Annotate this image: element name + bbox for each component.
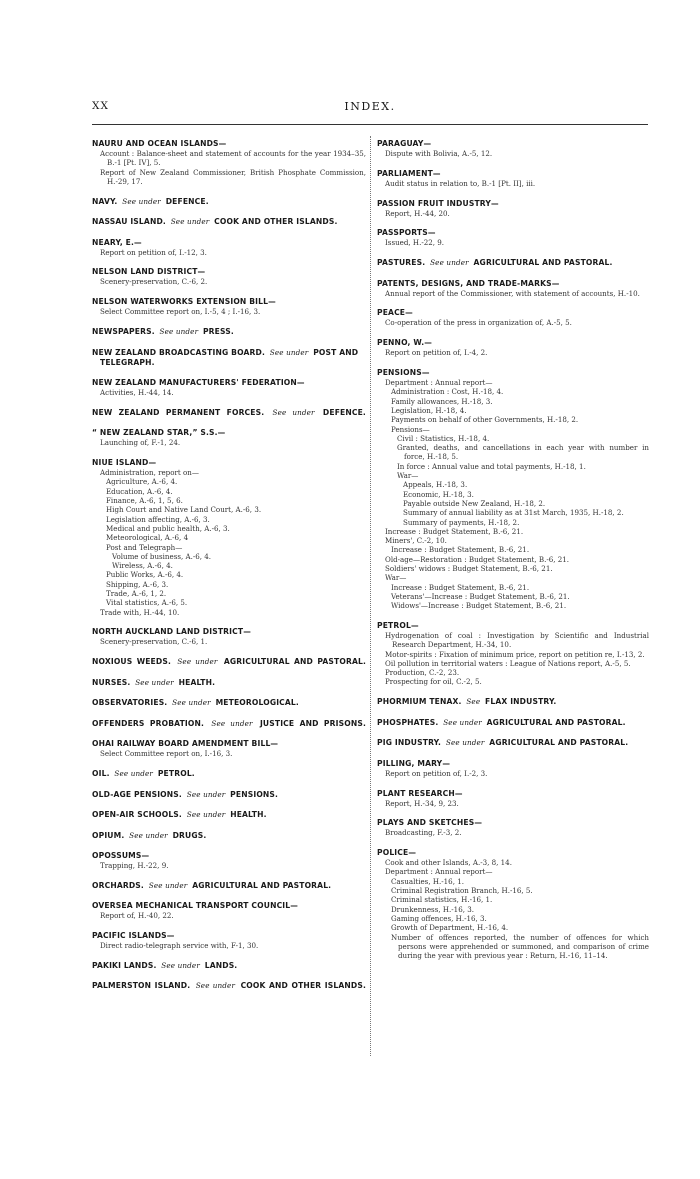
heading-text: NOXIOUS WEEDS. [92, 657, 172, 667]
heading-text: PIG INDUSTRY. [377, 738, 442, 748]
entry-heading [377, 169, 649, 179]
entry-subline: Payments on behalf of other Governments, H.-18, 2. [391, 415, 579, 425]
cross-reference-target: AGRICULTURAL AND PASTORAL. [486, 717, 626, 727]
heading-text: NEARY, E.— [92, 237, 142, 247]
entry-heading [92, 881, 366, 891]
entry-heading [377, 368, 649, 378]
index-entry [377, 199, 649, 218]
entry-subline: Education, A.-6, 4. [106, 486, 173, 496]
left-column [92, 139, 366, 1002]
page-header [92, 100, 648, 118]
entry-subline: Gaming offences, H.-16, 3. [391, 913, 487, 923]
entry-heading [92, 719, 366, 729]
heading-text: NAURU AND OCEAN ISLANDS— [92, 139, 227, 148]
entry-heading [92, 139, 366, 149]
entry-heading [377, 718, 649, 728]
entry-subline: Administration : Cost, H.-18, 4. [391, 387, 504, 397]
entry-heading [92, 961, 366, 971]
entry-heading [92, 458, 366, 468]
heading-text: PHOSPHATES. [377, 717, 439, 727]
heading-text: NEW ZEALAND PERMANENT FORCES. [92, 407, 265, 417]
heading-text: PASSION FRUIT INDUSTRY— [377, 198, 499, 208]
entry-heading [377, 738, 649, 748]
heading-text: NASSAU ISLAND. [92, 217, 166, 227]
entry-heading [377, 338, 649, 348]
entry-subline: Report, H.-34, 9, 23. [385, 798, 459, 808]
index-entry [92, 769, 366, 779]
heading-text: PLANT RESEARCH— [377, 788, 463, 798]
entry-subline: Veterans'—Increase : Budget Statement, B.-6, 21. [391, 591, 570, 601]
index-entry [92, 297, 366, 316]
cross-reference-target: AGRICULTURAL AND PASTORAL. [223, 657, 366, 667]
entry-subline: Report on petition of, I.-4, 2. [385, 348, 488, 358]
entry-subline: Report on petition of, I.-2, 3. [385, 768, 488, 778]
heading-text: PASSPORTS— [377, 228, 436, 238]
entry-subline: Scenery-preservation, C.-6, 2. [100, 277, 208, 287]
entry-subline: Scenery-preservation, C.-6, 1. [100, 637, 208, 647]
entry-heading [377, 759, 649, 769]
entry-heading [92, 790, 366, 800]
heading-text: PARLIAMENT— [377, 168, 441, 178]
index-entry [377, 848, 649, 960]
see-reference: See under [443, 717, 482, 727]
see-reference: See under [172, 698, 211, 708]
index-entry [377, 228, 649, 247]
heading-text: NELSON LAND DISTRICT— [92, 267, 206, 277]
cross-reference-target: DRUGS. [172, 830, 207, 840]
heading-text: PENNO, W.— [377, 338, 433, 348]
see-reference: See under [177, 657, 218, 667]
entry-subline: Civil : Statistics, H.-18, 4. [397, 433, 490, 443]
see-reference: See [466, 697, 481, 707]
heading-text: ORCHARDS. [92, 880, 144, 890]
index-entry [92, 678, 366, 688]
index-entry [377, 621, 649, 687]
entry-subline: Hydrogenation of coal : Investigation by Scientific and Industrial Research Department, H.-34, 10. [385, 631, 649, 650]
heading-text: NEW ZEALAND MANUFACTURERS' FEDERATION— [92, 378, 305, 388]
see-reference: See under [430, 258, 469, 268]
entry-heading [92, 657, 366, 667]
entry-subline: Direct radio-telegraph service with, F-1, 30. [100, 941, 259, 951]
entry-heading [92, 217, 366, 227]
cross-reference-target: JUSTICE AND PRISONS. [259, 718, 367, 728]
index-entry [92, 931, 366, 950]
entry-subline: Co-operation of the press in organization of, A.-5, 5. [385, 318, 572, 328]
cross-reference-target: AGRICULTURAL AND PASTORAL. [473, 258, 613, 268]
entry-subline: Post and Telegraph— [106, 542, 183, 552]
entry-subline: Audit status in relation to, B.-1 [Pt. II], iii. [385, 178, 536, 188]
entry-subline: Old-age—Restoration : Budget Statement, B.-6, 21. [385, 554, 570, 564]
heading-text: OBSERVATORIES. [92, 698, 168, 708]
entry-subline: War— [385, 573, 407, 583]
entry-heading [92, 810, 366, 820]
entry-subline: Pensions— [391, 424, 430, 434]
page-title: INDEX. [344, 100, 396, 113]
heading-text: PARAGUAY— [377, 139, 432, 148]
entry-subline: Legislation, H.-18, 4. [391, 405, 467, 415]
index-entry [377, 759, 649, 778]
index-entry [92, 719, 366, 729]
cross-reference-target: COOK AND OTHER ISLANDS. [214, 217, 338, 227]
entry-subline: Increase : Budget Statement, B.-6, 21. [391, 545, 530, 555]
heading-text: OIL. [92, 769, 110, 779]
heading-text: NEW ZEALAND BROADCASTING BOARD. [92, 347, 265, 357]
entry-subline: Summary of annual liability as at 31st March, 1935, H.-18, 2. [403, 508, 624, 518]
entry-subline: Wireless, A.-6, 4. [112, 561, 173, 571]
entry-subline: Number of offences reported, the number of offences for which persons were apprehended or summoned, and comparison of crime during the year with previous year : Return, H.-16, 11–14. [391, 932, 649, 961]
see-reference: See under [122, 196, 161, 206]
entry-heading [92, 981, 366, 991]
entry-subline: Volume of business, A.-6, 4. [112, 551, 212, 561]
entry-heading [377, 818, 649, 828]
cross-reference-target: HEALTH. [178, 677, 216, 687]
entry-subline: Legislation affecting, A.-6, 3. [106, 514, 210, 524]
entry-subline: Select Committee report on, I.-16, 3. [100, 749, 233, 759]
index-entry [377, 258, 649, 268]
index-entry [92, 851, 366, 870]
entry-heading [92, 378, 366, 388]
heading-text: OPOSSUMS— [92, 851, 150, 861]
heading-text: PETROL— [377, 621, 419, 630]
index-entry [92, 901, 366, 920]
see-reference: See under [272, 407, 315, 417]
entry-subline: Production, C.-2, 23. [385, 668, 460, 678]
heading-text: PLAYS AND SKETCHES— [377, 818, 483, 828]
heading-text: POLICE— [377, 848, 417, 858]
index-entry [377, 139, 649, 158]
cross-reference-target: HEALTH. [230, 810, 267, 820]
index-entry [377, 818, 649, 837]
cross-reference-target: COOK AND OTHER ISLANDS. [240, 981, 366, 991]
heading-text: OPEN-AIR SCHOOLS. [92, 810, 182, 820]
entry-subline: Growth of Department, H.-16, 4. [391, 923, 509, 933]
heading-text: NELSON WATERWORKS EXTENSION BILL— [92, 297, 276, 307]
cross-reference-target: AGRICULTURAL AND PASTORAL. [489, 738, 629, 748]
index-entry [92, 698, 366, 708]
entry-subline: Payable outside New Zealand, H.-18, 2. [403, 498, 546, 508]
index-entry [377, 697, 649, 707]
entry-subline: Miners', C.-2, 10. [385, 536, 447, 546]
index-entry [377, 789, 649, 808]
see-reference: See under [129, 830, 168, 840]
entry-heading [92, 698, 366, 708]
entry-heading [377, 228, 649, 238]
cross-reference-target: FLAX INDUSTRY. [485, 697, 557, 707]
entry-subline: Administration, report on— [100, 468, 199, 478]
entry-subline: Summary of payments, H.-18, 2. [403, 517, 520, 527]
entry-subline: Casualties, H.-16, 1. [391, 876, 464, 886]
entry-subline: Family allowances, H.-18, 3. [391, 396, 493, 406]
entry-subline: Trade, A.-6, 1, 2. [106, 589, 167, 599]
cross-reference-target: METEOROLOGICAL. [215, 698, 299, 708]
see-reference: See under [445, 738, 485, 748]
entry-subline: Dispute with Bolivia, A.-5, 12. [385, 149, 493, 158]
entry-heading [92, 901, 366, 911]
see-reference: See under [186, 810, 226, 820]
entry-heading [377, 308, 649, 318]
entry-heading [377, 789, 649, 799]
index-entry [377, 279, 649, 298]
entry-heading [92, 408, 366, 418]
entry-heading [92, 327, 366, 337]
heading-text: NAVY. [92, 196, 118, 206]
index-entry [92, 348, 366, 368]
entry-subline: Granted, deaths, and cancellations in each year with number in force, H.-18, 5. [397, 443, 649, 462]
index-entry [92, 739, 366, 758]
index-entry [92, 627, 366, 646]
entry-heading [377, 279, 649, 289]
index-entry [92, 657, 366, 667]
see-reference: See under [211, 718, 253, 728]
entry-heading [377, 139, 649, 149]
index-entry [92, 238, 366, 257]
heading-text: OFFENDERS PROBATION. [92, 718, 205, 728]
entry-heading [92, 297, 366, 307]
heading-text: PACIFIC ISLANDS— [92, 931, 175, 941]
index-entry [92, 267, 366, 286]
see-reference: See under [186, 789, 226, 799]
entry-heading [92, 197, 366, 207]
entry-subline: Economic, H.-18, 3. [403, 489, 474, 499]
entry-subline: Report on petition of, I.-12, 3. [100, 247, 207, 257]
entry-subline: Increase : Budget Statement, B.-6, 21. [391, 582, 530, 592]
index-entry [377, 169, 649, 188]
see-reference: See under [135, 677, 174, 687]
see-reference: See under [159, 327, 199, 337]
heading-text: NURSES. [92, 677, 131, 687]
header-rule [92, 124, 648, 125]
entry-subline: Criminal statistics, H.-16, 1. [391, 895, 493, 905]
entry-heading [92, 739, 366, 749]
entry-subline: War— [397, 471, 419, 481]
column-divider [370, 136, 371, 1056]
entry-subline: Meteorological, A.-6, 4 [106, 533, 189, 543]
cross-reference-target: DEFENCE. [165, 196, 209, 206]
entry-subline: High Court and Native Land Court, A.-6, 3. [106, 505, 262, 515]
heading-text: NEWSPAPERS. [92, 327, 155, 337]
page-number: XX [92, 100, 109, 112]
entry-subline: Shipping, A.-6, 3. [106, 579, 169, 589]
entry-subline: Widows'—Increase : Budget Statement, B.-6, 21. [391, 601, 567, 611]
entry-heading [377, 199, 649, 209]
cross-reference-target: AGRICULTURAL AND PASTORAL. [192, 880, 332, 890]
cross-reference-target: PENSIONS. [230, 789, 279, 799]
cross-reference-target: DEFENCE. [322, 407, 366, 417]
entry-subline: Launching of, F.-1, 24. [100, 438, 181, 448]
heading-text: PAKIKI LANDS. [92, 960, 157, 970]
entry-subline: Prospecting for oil, C.-2, 5. [385, 677, 482, 687]
entry-heading [377, 621, 649, 631]
index-entry [377, 738, 649, 748]
entry-heading [92, 769, 366, 779]
index-entry [92, 881, 366, 891]
see-reference: See under [114, 769, 154, 779]
entry-heading [92, 348, 366, 368]
entry-subline: Motor-spirits : Fixation of minimum price, report on petition re, I.-13, 2. [385, 649, 645, 659]
entry-subline: In force : Annual value and total payments, H.-18, 1. [397, 461, 586, 471]
see-reference: See under [269, 347, 309, 357]
index-entry [377, 718, 649, 728]
entry-subline: Public Works, A.-6, 4. [106, 570, 184, 580]
entry-subline: Soldiers' widows : Budget Statement, B.-6, 21. [385, 564, 553, 574]
index-entry [92, 378, 366, 397]
entry-subline: Agriculture, A.-6, 4. [106, 477, 178, 487]
entry-subline: Oil pollution in territorial waters : League of Nations report, A.-5, 5. [385, 658, 631, 668]
right-column [377, 139, 649, 971]
index-entry [92, 217, 366, 227]
index-entry [92, 810, 366, 820]
heading-text: PHORMIUM TENAX. [377, 697, 462, 707]
entry-heading [92, 428, 366, 438]
heading-text: PALMERSTON ISLAND. [92, 981, 191, 991]
heading-text: OHAI RAILWAY BOARD AMENDMENT BILL— [92, 739, 279, 749]
entry-subline: Drunkenness, H.-16, 3. [391, 904, 474, 914]
entry-heading [377, 848, 649, 858]
cross-reference-target: POST AND TELEGRAPH. [100, 347, 359, 367]
entry-heading [92, 678, 366, 688]
entry-heading [92, 831, 366, 841]
entry-subline: Cook and other Islands, A.-3, 8, 14. [385, 858, 512, 868]
see-reference: See under [170, 217, 210, 227]
entry-heading [92, 238, 366, 248]
index-entry [92, 428, 366, 447]
heading-text: PATENTS, DESIGNS, AND TRADE-MARKS— [377, 278, 560, 288]
cross-reference-target: PETROL. [157, 769, 195, 779]
see-reference: See under [148, 880, 188, 890]
heading-text: PILLING, MARY— [377, 758, 451, 768]
index-entry [377, 338, 649, 357]
heading-text: OPIUM. [92, 830, 125, 840]
index-entry [92, 981, 366, 991]
heading-text: NIUE ISLAND— [92, 458, 157, 468]
entry-subline: Activities, H.-44, 14. [100, 388, 174, 398]
entry-heading [377, 697, 649, 707]
heading-text: PENSIONS— [377, 368, 430, 378]
heading-text: NORTH AUCKLAND LAND DISTRICT— [92, 627, 251, 637]
cross-reference-target: PRESS. [202, 327, 234, 337]
entry-heading [92, 851, 366, 861]
entry-subline: Department : Annual report— [385, 378, 493, 388]
index-entry [92, 327, 366, 337]
index-entry [92, 197, 366, 207]
see-reference: See under [161, 960, 200, 970]
index-entry [92, 408, 366, 418]
index-entry [92, 458, 366, 617]
cross-reference-target: LANDS. [204, 960, 238, 970]
entry-heading [92, 627, 366, 637]
entry-subline: Report of, H.-40, 22. [100, 911, 174, 921]
entry-subline: Finance, A.-6, 1, 5, 6. [106, 496, 183, 506]
heading-text: OVERSEA MECHANICAL TRANSPORT COUNCIL— [92, 901, 299, 911]
entry-subline: Report, H.-44, 20. [385, 208, 450, 218]
index-entry [92, 790, 366, 800]
entry-subline: Report of New Zealand Commissioner, British Phosphate Commission, H.-29, 17. [100, 167, 366, 186]
index-entry [377, 308, 649, 327]
index-entry [377, 368, 649, 610]
entry-subline: Trapping, H.-22, 9. [100, 861, 169, 871]
entry-subline: Department : Annual report— [385, 867, 493, 877]
entry-heading [92, 931, 366, 941]
entry-subline: Issued, H.-22, 9. [385, 238, 445, 248]
entry-subline: Vital statistics, A.-6, 5. [106, 598, 188, 608]
entry-subline: Select Committee report on, I.-5, 4 ; I.-16, 3. [100, 307, 261, 317]
entry-subline: Appeals, H.-18, 3. [403, 480, 468, 490]
entry-subline: Criminal Registration Branch, H.-16, 5. [391, 886, 533, 896]
see-reference: See under [195, 981, 236, 991]
entry-subline: Trade with, H.-44, 10. [100, 607, 180, 617]
heading-text: “ NEW ZEALAND STAR,” S.S.— [92, 428, 226, 438]
entry-subline: Broadcasting, F.-3, 2. [385, 828, 462, 838]
heading-text: PASTURES. [377, 258, 426, 268]
entry-heading [377, 258, 649, 268]
entry-subline: Increase : Budget Statement, B.-6, 21. [385, 526, 524, 536]
entry-heading [92, 267, 366, 277]
entry-subline: Account : Balance-sheet and statement of accounts for the year 1934–35, B.-1 [Pt. IV], 5. [100, 149, 366, 168]
heading-text: OLD-AGE PENSIONS. [92, 789, 182, 799]
index-entry [92, 139, 366, 186]
entry-subline: Medical and public health, A.-6, 3. [106, 523, 230, 533]
heading-text: PEACE— [377, 308, 413, 318]
entry-subline: Annual report of the Commissioner, with statement of accounts, H.-10. [385, 288, 640, 298]
index-entry [92, 961, 366, 971]
index-entry [92, 831, 366, 841]
